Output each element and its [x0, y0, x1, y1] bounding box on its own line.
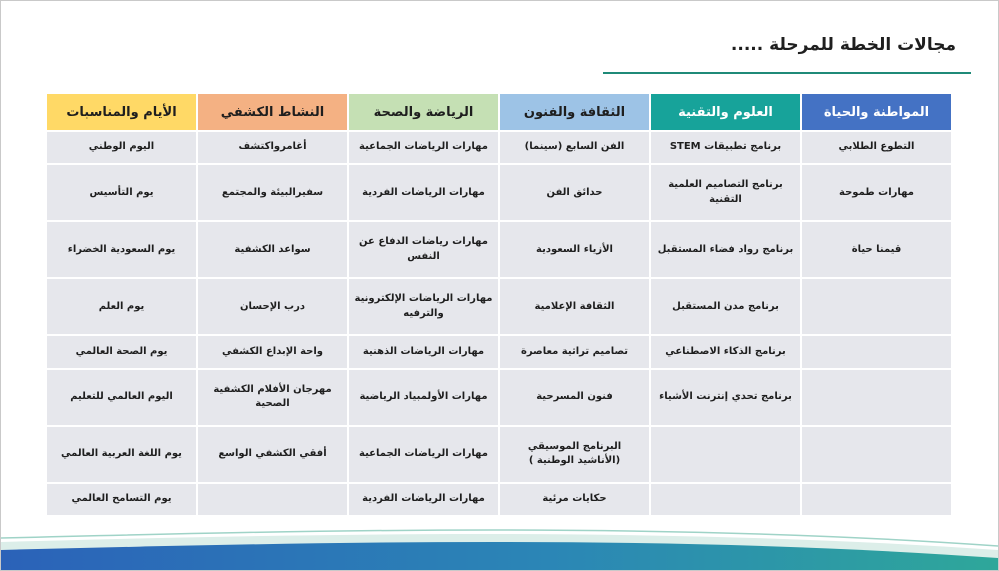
- table-cell: [197, 483, 348, 516]
- plan-areas-table: [45, 92, 953, 517]
- table-row: [46, 483, 952, 516]
- table-row: [46, 221, 952, 278]
- table-cell: قيمنا حياة: [801, 221, 952, 278]
- table-cell: يوم الصحة العالمي: [46, 335, 197, 368]
- table-cell: مهارات الأولمبياد الرياضية: [348, 369, 499, 426]
- table-cell: الفن السابع (سينما): [499, 131, 650, 164]
- table-cell: مهارات الرياضات الإلكترونية والترفيه: [348, 278, 499, 335]
- table-cell: برنامج تحدي إنترنت الأشياء: [650, 369, 801, 426]
- table-cell: [801, 483, 952, 516]
- table-cell: الثقافة الإعلامية: [499, 278, 650, 335]
- header-culture-arts: الثقافة والفنون: [499, 93, 650, 131]
- table-cell: برنامج الذكاء الاصطناعي: [650, 335, 801, 368]
- table-cell: فنون المسرحية: [499, 369, 650, 426]
- table-row: [46, 369, 952, 426]
- table-cell: واحة الإبداع الكشفي: [197, 335, 348, 368]
- table-cell: برنامج رواد فضاء المستقبل: [650, 221, 801, 278]
- table-cell: [801, 335, 952, 368]
- table-cell: أفقي الكشفي الواسع: [197, 426, 348, 483]
- table-cell: مهارات الرياضات الفردية: [348, 164, 499, 221]
- table-cell: اليوم العالمي للتعليم: [46, 369, 197, 426]
- table-cell: مهارات الرياضات الفردية: [348, 483, 499, 516]
- table-cell: اليوم الوطني: [46, 131, 197, 164]
- table-cell: درب الإحسان: [197, 278, 348, 335]
- table-row: [46, 335, 952, 368]
- slide-title: مجالات الخطة للمرحلة .....: [730, 35, 956, 55]
- footer-wave-decoration: [1, 520, 998, 570]
- table-cell: [801, 426, 952, 483]
- table-cell: [801, 369, 952, 426]
- table-cell: برنامج التصاميم العلمية التقنية: [650, 164, 801, 221]
- header-sports-health: الرياضة والصحة: [348, 93, 499, 131]
- table-row: [46, 426, 952, 483]
- table-cell: مهارات الرياضات الجماعية: [348, 426, 499, 483]
- table-cell: الأزياء السعودية: [499, 221, 650, 278]
- table-cell: مهرجان الأفلام الكشفية الصحية: [197, 369, 348, 426]
- table-cell: سفيرالبيئة والمجتمع: [197, 164, 348, 221]
- table-cell: [650, 483, 801, 516]
- table-cell: [650, 426, 801, 483]
- table-cell: برنامج تطبيقات STEM: [650, 131, 801, 164]
- table-cell: مهارات الرياضات الجماعية: [348, 131, 499, 164]
- table-cell: سواعد الكشفية: [197, 221, 348, 278]
- table-cell: حدائق الفن: [499, 164, 650, 221]
- header-scouting: النشاط الكشفي: [197, 93, 348, 131]
- table-cell: تصاميم تراثية معاصرة: [499, 335, 650, 368]
- table-row: [46, 278, 952, 335]
- table-cell: حكايات مرئية: [499, 483, 650, 516]
- table-cell: أغامرواكتشف: [197, 131, 348, 164]
- header-citizenship-life: المواطنة والحياة: [801, 93, 952, 131]
- table-row: [46, 164, 952, 221]
- table-cell: يوم السعودية الخضراء: [46, 221, 197, 278]
- table-cell: مهارات طموحة: [801, 164, 952, 221]
- table-cell: برنامج مدن المستقبل: [650, 278, 801, 335]
- header-days-occasions: الأيام والمناسبات: [46, 93, 197, 131]
- table-cell: يوم التسامح العالمي: [46, 483, 197, 516]
- table-cell: [801, 278, 952, 335]
- table-cell: التطوع الطلابي: [801, 131, 952, 164]
- table-cell: يوم العلم: [46, 278, 197, 335]
- table-row: [46, 131, 952, 164]
- table-cell: مهارات رياضات الدفاع عن النفس: [348, 221, 499, 278]
- table-cell: مهارات الرياضات الذهنية: [348, 335, 499, 368]
- header-science-technology: العلوم والتقنية: [650, 93, 801, 131]
- table-cell: يوم اللغة العربية العالمي: [46, 426, 197, 483]
- table-cell: البرنامج الموسيقي (الأناشيد الوطنية ): [499, 426, 650, 483]
- table-header-row: [46, 93, 952, 131]
- table-cell: يوم التأسيس: [46, 164, 197, 221]
- title-underline: [603, 72, 971, 74]
